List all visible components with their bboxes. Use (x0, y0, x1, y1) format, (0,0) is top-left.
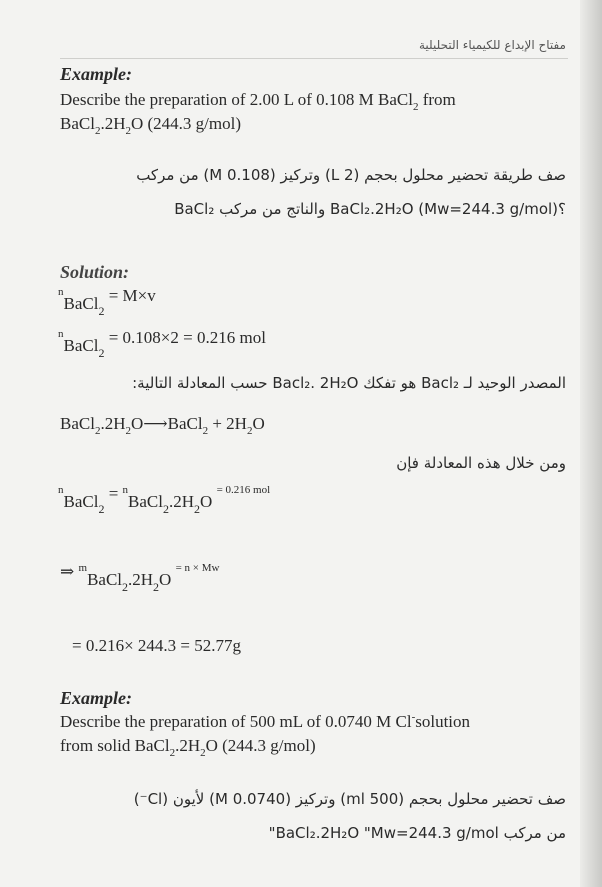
equation-3: $^n$BaCl$_2$ = $^nBaCl_2.2H_2O$ $^{= 0.216 mol}$ (58, 484, 271, 516)
example-2-line-1: Describe the preparation of 500 mL of 0.0740 M Cl-solution (60, 711, 471, 731)
solution-arabic-line-1: المصدر الوحيد لـ Bacl₂ هو تفكك Bacl₂. 2H₂O حسب المعادلة التالية: (132, 374, 566, 392)
equation-5: = 0.216× 244.3 = 52.77g (72, 636, 242, 655)
reaction-equation: $BaCl_2.2H_2O⟶BaCl_2 + 2H_2O$ (60, 414, 265, 437)
example-1-line-1: Describe the preparation of 2.00 L of 0.108 M BaCl$_2$ from (60, 90, 456, 113)
equation-1: $^n$BaCl$_2$ = M×v (58, 286, 156, 318)
solution-heading: Solution: (60, 262, 130, 282)
equation-4: ⇒ $^mBaCl_2.2H_2O$ $^{= n \times Mw}$ (60, 562, 220, 594)
solution-arabic-line-2: ومن خلال هذه المعادلة فإن (396, 454, 566, 472)
example-2-arabic-line-2: من مركب BaCl₂.2H₂O "Mw=244.3 g/mol" (268, 824, 566, 842)
equation-2: $^n$BaCl$_2$ = 0.108×2 = 0.216 mol (58, 328, 266, 360)
example-2-arabic-line-1: صف تحضير محلول بحجم (500 ml) وتركيز (0.0740 M) لأيون (Cl⁻) (133, 790, 566, 808)
example-1-arabic-line-1: صف طريقة تحضير محلول بحجم (2 L) وتركيز (0.108 M) من مركب (136, 166, 566, 184)
header-rule (60, 58, 568, 59)
example-2-line-2: from solid $BaCl_2.2H_2O$ (244.3 g/mol) (60, 736, 316, 759)
running-header: مفتاح الإبداع للكيمياء التحليلية (419, 38, 566, 52)
example-2-heading: Example: (60, 688, 132, 708)
example-1-heading: Example: (60, 64, 132, 84)
example-1-arabic-line-2: BaCl₂ والناتج من مركب BaCl₂.2H₂O (Mw=244.3 g/mol)؟ (174, 200, 566, 218)
page-edge-shadow (580, 0, 602, 887)
example-1-line-2: $BaCl_2.2H_2O$ (244.3 g/mol) (60, 114, 242, 137)
